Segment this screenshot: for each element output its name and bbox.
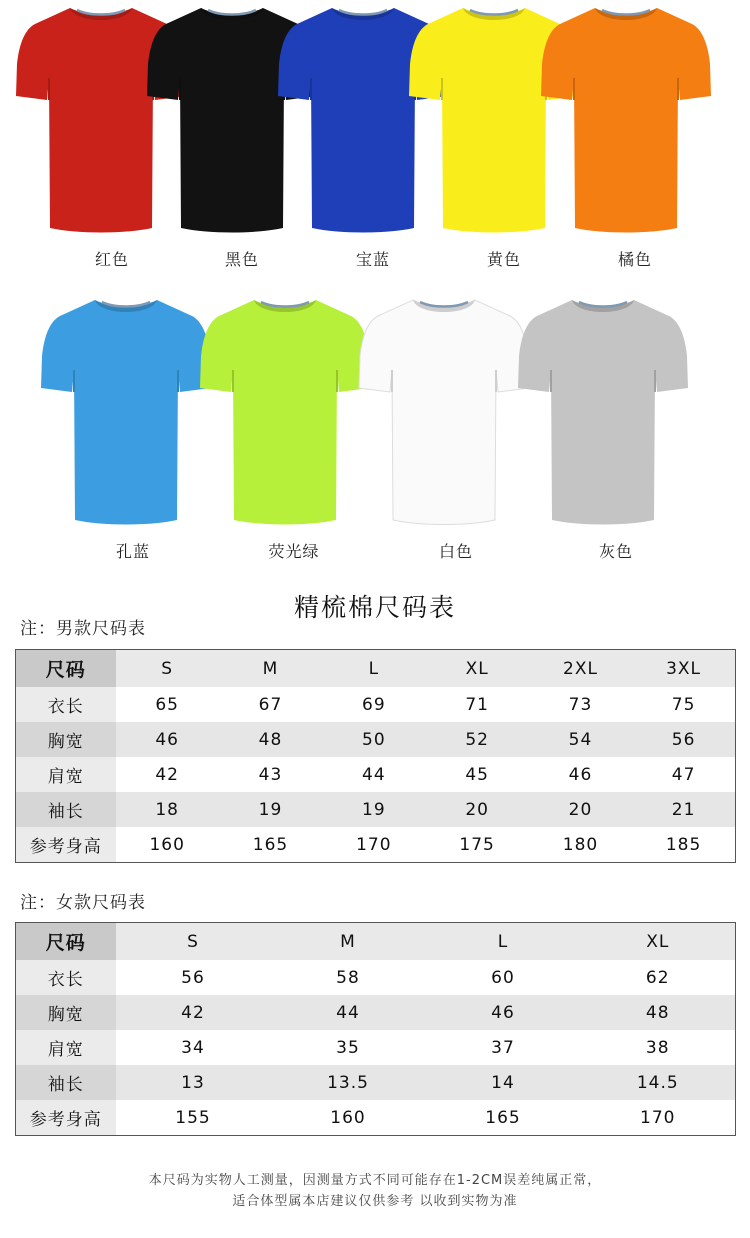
table-cell: 13 <box>116 1065 271 1100</box>
table-row-header: 衣长 <box>16 687 116 722</box>
table-cell: 37 <box>491 1037 515 1058</box>
table-row <box>16 960 736 995</box>
table-header-cell: 尺码 <box>16 650 116 688</box>
shirt-swatch-orange <box>540 4 712 236</box>
table-cell: 170 <box>356 834 392 855</box>
table-cell: 69 <box>362 694 386 715</box>
color-label-orange: 橘色 <box>617 250 652 269</box>
table-cell: 14.5 <box>581 1065 736 1100</box>
color-label-neon-green: 荧光绿 <box>268 542 320 561</box>
women-size-note: 注：女款尺码表 <box>20 893 146 913</box>
table-cell: 46 <box>568 764 593 785</box>
shirt-swatch-gray <box>517 296 689 528</box>
table-cell: 19 <box>322 792 425 827</box>
table-row-header: 肩宽 <box>16 1030 116 1065</box>
table-cell: 42 <box>155 764 179 785</box>
color-label-black: 黑色 <box>224 250 259 269</box>
table-cell: 48 <box>581 995 736 1030</box>
table-row-header: 肩宽 <box>16 757 116 792</box>
table-row-header: 袖长 <box>16 1065 116 1100</box>
table-cell: 185 <box>665 834 702 855</box>
table-cell: 75 <box>671 694 696 715</box>
table-cell: 46 <box>426 995 581 1030</box>
table-cell: 175 <box>459 834 495 855</box>
table-row <box>16 757 736 792</box>
table-cell: 46 <box>116 722 219 757</box>
table-cell: 170 <box>640 1107 676 1128</box>
table-row <box>16 687 736 722</box>
table-cell: 34 <box>181 1037 205 1058</box>
table-cell: 71 <box>465 694 489 715</box>
color-label-red: 红色 <box>94 250 129 269</box>
table-cell: 48 <box>219 722 322 757</box>
table-cell: 35 <box>336 1037 360 1058</box>
shirt-swatch-sky-blue <box>40 296 212 528</box>
table-cell: 20 <box>529 792 632 827</box>
footer-line-1: 本尺码为实物人工测量，因测量方式不同可能存在1-2CM误差纯属正常， <box>148 1173 602 1188</box>
color-label-yellow: 黄色 <box>486 250 521 269</box>
table-row <box>16 722 736 757</box>
footer-disclaimer <box>0 1170 750 1212</box>
table-header-cell: 2XL <box>529 650 632 688</box>
table-cell: 58 <box>336 967 360 988</box>
table-cell: 13.5 <box>271 1065 426 1100</box>
table-row <box>16 1030 736 1065</box>
table-cell: 155 <box>175 1107 211 1128</box>
table-cell: 165 <box>252 834 289 855</box>
table-cell: 19 <box>219 792 322 827</box>
table-cell: 165 <box>485 1107 521 1128</box>
men-size-table <box>15 649 736 863</box>
men-size-note: 注：男款尺码表 <box>20 619 146 639</box>
table-cell: 43 <box>258 764 283 785</box>
table-cell: 160 <box>330 1107 366 1128</box>
table-cell: 56 <box>632 722 735 757</box>
table-row <box>16 995 736 1030</box>
table-header-cell: S <box>116 923 271 961</box>
table-cell: 44 <box>362 764 386 785</box>
table-cell: 44 <box>271 995 426 1030</box>
table-row <box>16 1065 736 1100</box>
table-cell: 65 <box>155 694 179 715</box>
table-row-header: 参考身高 <box>16 1100 116 1136</box>
shirt-swatch-neon-green <box>199 296 371 528</box>
table-cell: 45 <box>465 764 489 785</box>
table-header-row <box>16 650 736 688</box>
table-row-header: 胸宽 <box>16 722 116 757</box>
table-header-cell: M <box>219 650 322 688</box>
table-header-cell: M <box>271 923 426 961</box>
table-cell: 21 <box>632 792 735 827</box>
table-row-header: 衣长 <box>16 960 116 995</box>
color-label-sky-blue: 孔蓝 <box>115 542 150 561</box>
table-cell: 56 <box>181 967 205 988</box>
table-header-cell: L <box>426 923 581 961</box>
table-row-header: 参考身高 <box>16 827 116 863</box>
table-cell: 42 <box>116 995 271 1030</box>
table-header-cell: 3XL <box>632 650 735 688</box>
table-header-cell: XL <box>581 923 736 961</box>
table-header-cell: L <box>322 650 425 688</box>
table-header-cell: S <box>116 650 219 688</box>
table-cell: 50 <box>322 722 425 757</box>
shirt-swatch-white <box>358 296 530 528</box>
footer-line-2: 适合体型属本店建议仅供参考 以收到实物为准 <box>232 1194 518 1209</box>
size-chart-title: 精梳棉尺码表 <box>293 593 456 622</box>
table-cell: 20 <box>425 792 528 827</box>
table-row <box>16 792 736 827</box>
table-row <box>16 1100 736 1136</box>
table-row-header: 胸宽 <box>16 995 116 1030</box>
women-size-table <box>15 922 736 1136</box>
table-cell: 14 <box>426 1065 581 1100</box>
table-cell: 38 <box>645 1037 670 1058</box>
table-header-cell: 尺码 <box>16 923 116 961</box>
table-row-header: 袖长 <box>16 792 116 827</box>
table-cell: 60 <box>491 967 515 988</box>
table-header-cell: XL <box>425 650 528 688</box>
table-cell: 52 <box>425 722 528 757</box>
table-cell: 18 <box>116 792 219 827</box>
table-header-row <box>16 923 736 961</box>
table-cell: 160 <box>149 834 185 855</box>
color-label-gray: 灰色 <box>598 542 633 561</box>
table-cell: 67 <box>258 694 283 715</box>
color-label-royal-blue: 宝蓝 <box>355 250 390 269</box>
table-cell: 62 <box>645 967 670 988</box>
table-row <box>16 827 736 863</box>
color-label-white: 白色 <box>438 542 473 561</box>
table-cell: 73 <box>568 694 593 715</box>
table-cell: 47 <box>671 764 696 785</box>
table-cell: 54 <box>529 722 632 757</box>
table-cell: 180 <box>562 834 599 855</box>
